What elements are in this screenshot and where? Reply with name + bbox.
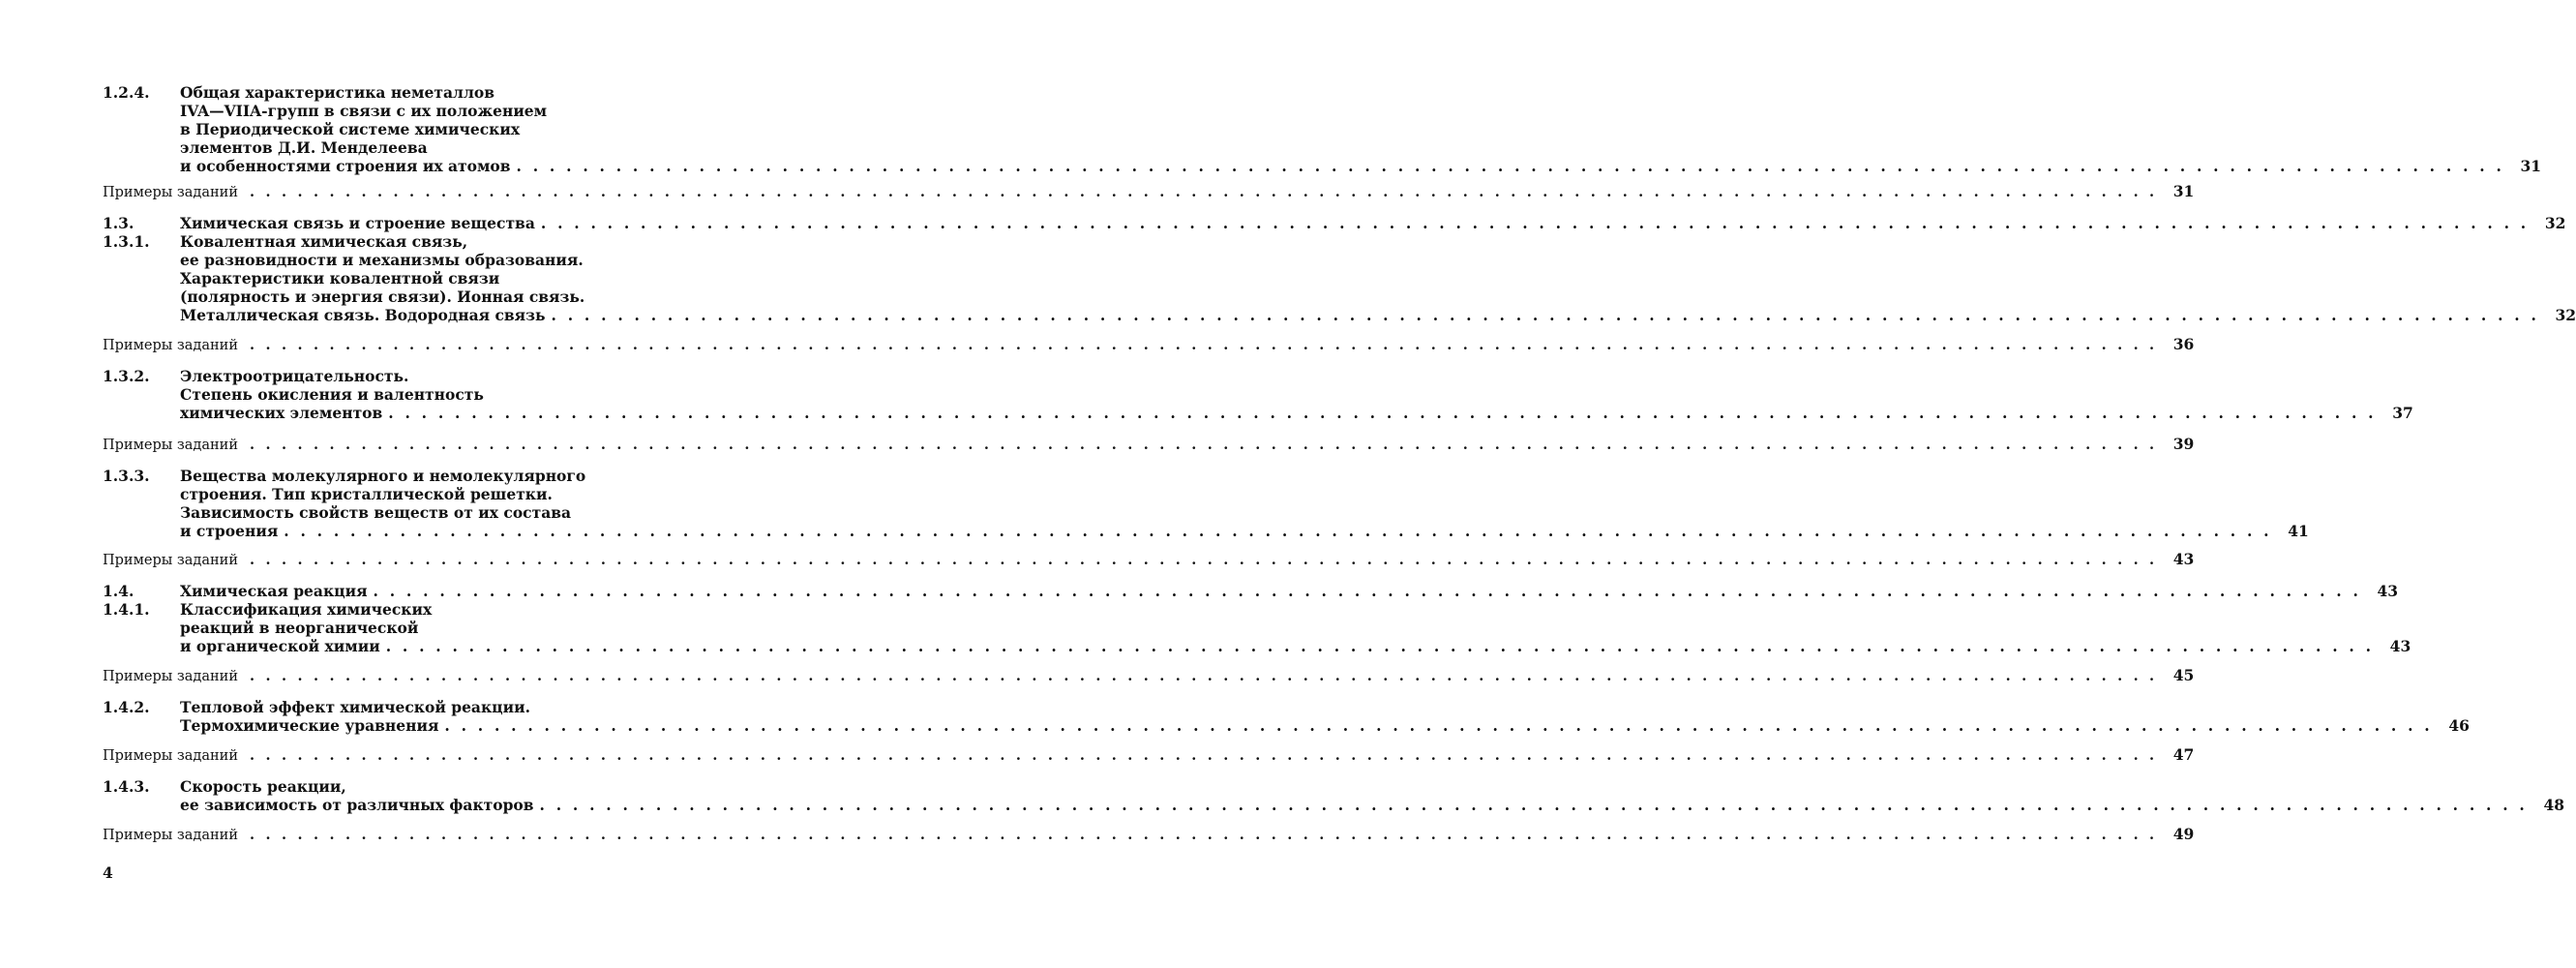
dot-leader: . . . . . . . . . . . . . . . . . . . . . . . . . . . . . . . . . . . . . . . . . . . . . . . . . . . . . . . . . . . . . . . . . . . . . . . . . . . . . . . . . . . . . . . . . . . . . . . . . . . . . . . . . . . . . . . . . . . . . . . . [373,582,2362,600]
dot-leader: . . . . . . . . . . . . . . . . . . . . . . . . . . . . . . . . . . . . . . . . . . . . . . . . . . . . . . . . . . . . . . . . . . . . . . . . . . . . . . . . . . . . . . . . . . . . . . . . . . . . . . . . . . . . . . . . . . . . . . . . [250,437,2158,453]
dot-leader: . . . . . . . . . . . . . . . . . . . . . . . . . . . . . . . . . . . . . . . . . . . . . . . . . . . . . . . . . . . . . . . . . . . . . . . . . . . . . . . . . . . . . . . . . . . . . . . . . . . . . . . . . . . . . . . . . . . . . . . . [540,214,2530,232]
section-number: 1.3.1. [103,232,150,251]
title-text: Вещества молекулярного и немолекулярного [180,467,586,485]
title-text: Химическая реакция [180,582,368,600]
section-number: 1.3.3. [103,467,150,485]
title-text: Классификация химических [180,600,433,619]
title-text: химических элементов [180,404,383,422]
page-ref: 39 [2172,435,2195,453]
examples-entry[interactable] [103,825,2195,843]
title-line [180,251,697,269]
toc-entry[interactable] [103,600,2411,655]
dot-leader: . . . . . . . . . . . . . . . . . . . . . . . . . . . . . . . . . . . . . . . . . . . . . . . . . . . . . . . . . . . . . . . . . . . . . . . . . . . . . . . . . . . . . . . . . . . . . . . . . . . . . . . . . . . . . . . . . . . . . . . . [516,157,2505,175]
page-ref: 41 [2288,522,2309,540]
title-text: ее зависимость от различных факторов [180,796,534,814]
title-line [180,698,697,716]
title-line [180,582,2399,600]
section-title [180,698,2470,735]
examples-entry[interactable] [103,335,2195,353]
page-ref: 43 [2377,582,2399,600]
page-ref: 43 [2389,637,2411,655]
title-text: Ковалентная химическая связь, [180,232,468,251]
title-line [180,385,697,404]
title-text: Металлическая связь. Водородная связь [180,306,546,324]
title-line [180,503,697,522]
examples-label: Примеры заданий [103,553,239,568]
section-title [180,232,2576,324]
title-text: и органической химии [180,637,380,655]
title-line [180,269,697,287]
page-ref: 46 [2448,716,2470,735]
title-line [180,485,697,503]
toc-entry[interactable] [103,467,2309,540]
title-line [180,138,697,157]
title-line [180,467,697,485]
dot-leader: . . . . . . . . . . . . . . . . . . . . . . . . . . . . . . . . . . . . . . . . . . . . . . . . . . . . . . . . . . . . . . . . . . . . . . . . . . . . . . . . . . . . . . . . . . . . . . . . . . . . . . . . . . . . . . . . . . . . . . . . [250,552,2158,568]
section-number: 1.2.4. [103,83,150,102]
section-number: 1.4.1. [103,600,150,619]
title-text: и строения [180,522,279,540]
toc-entry[interactable] [103,777,2565,814]
title-text: Скорость реакции, [180,777,346,796]
examples-entry[interactable] [103,550,2195,568]
examples-entry[interactable] [103,745,2195,764]
page-ref: 43 [2172,550,2195,568]
section-title [180,582,2399,600]
title-text: Электроотрицательность. [180,367,409,385]
title-text: Степень окисления и валентность [180,385,484,404]
dot-leader: . . . . . . . . . . . . . . . . . . . . . . . . . . . . . . . . . . . . . . . . . . . . . . . . . . . . . . . . . . . . . . . . . . . . . . . . . . . . . . . . . . . . . . . . . . . . . . . . . . . . . . . . . . . . . . . . . . . . . . . . [539,796,2529,814]
title-text: Общая характеристика неметаллов [180,83,494,102]
page-ref: 49 [2172,825,2195,843]
toc-entry[interactable] [103,232,2576,324]
title-text: Химическая связь и строение вещества [180,214,535,232]
examples-label: Примеры заданий [103,748,239,764]
title-line [180,83,697,102]
title-text: IVA—VIIA-групп в связи с их положением [180,102,548,120]
dot-leader: . . . . . . . . . . . . . . . . . . . . . . . . . . . . . . . . . . . . . . . . . . . . . . . . . . . . . . . . . . . . . . . . . . . . . . . . . . . . . . . . . . . . . . . . . . . . . . . . . . . . . . . . . . . . . . . . . . . . . . . . [250,184,2158,200]
title-line [180,796,2565,814]
examples-entry[interactable] [103,666,2195,684]
section-number: 1.3. [103,214,135,232]
examples-label: Примеры заданий [103,338,239,353]
toc-entry[interactable] [103,698,2470,735]
examples-entry[interactable] [103,182,2195,200]
title-text: Термохимические уравнения [180,716,439,735]
dot-leader: . . . . . . . . . . . . . . . . . . . . . . . . . . . . . . . . . . . . . . . . . . . . . . . . . . . . . . . . . . . . . . . . . . . . . . . . . . . . . . . . . . . . . . . . . . . . . . . . . . . . . . . . . . . . . . . . . . . . . . . . [250,337,2158,353]
toc-entry[interactable] [103,582,2399,600]
title-line [180,232,697,251]
examples-label: Примеры заданий [103,438,239,453]
dot-leader: . . . . . . . . . . . . . . . . . . . . . . . . . . . . . . . . . . . . . . . . . . . . . . . . . . . . . . . . . . . . . . . . . . . . . . . . . . . . . . . . . . . . . . . . . . . . . . . . . . . . . . . . . . . . . . . . . . . . . . . . [385,637,2375,655]
page-ref: 47 [2172,745,2195,764]
title-line [180,777,697,796]
page-ref: 32 [2555,306,2576,324]
title-text: и особенностями строения их атомов [180,157,511,175]
toc-entry[interactable] [103,83,2542,175]
dot-leader: . . . . . . . . . . . . . . . . . . . . . . . . . . . . . . . . . . . . . . . . . . . . . . . . . . . . . . . . . . . . . . . . . . . . . . . . . . . . . . . . . . . . . . . . . . . . . . . . . . . . . . . . . . . . . . . . . . . . . . . . [250,747,2158,764]
section-number: 1.4.2. [103,698,150,716]
title-line [180,120,697,138]
section-title [180,83,2542,175]
page-ref: 31 [2520,157,2542,175]
dot-leader: . . . . . . . . . . . . . . . . . . . . . . . . . . . . . . . . . . . . . . . . . . . . . . . . . . . . . . . . . . . . . . . . . . . . . . . . . . . . . . . . . . . . . . . . . . . . . . . . . . . . . . . . . . . . . . . . . . . . . . . . [444,716,2433,735]
title-line [180,522,2309,540]
dot-leader: . . . . . . . . . . . . . . . . . . . . . . . . . . . . . . . . . . . . . . . . . . . . . . . . . . . . . . . . . . . . . . . . . . . . . . . . . . . . . . . . . . . . . . . . . . . . . . . . . . . . . . . . . . . . . . . . . . . . . . . . [551,306,2540,324]
title-text: Тепловой эффект химической реакции. [180,698,531,716]
examples-label: Примеры заданий [103,185,239,200]
section-number: 1.3.2. [103,367,150,385]
dot-leader: . . . . . . . . . . . . . . . . . . . . . . . . . . . . . . . . . . . . . . . . . . . . . . . . . . . . . . . . . . . . . . . . . . . . . . . . . . . . . . . . . . . . . . . . . . . . . . . . . . . . . . . . . . . . . . . . . . . . . . . . [284,522,2272,540]
examples-label: Примеры заданий [103,828,239,843]
title-line [180,367,697,385]
title-line [180,287,697,306]
title-text: ее разновидности и механизмы образования. [180,251,584,269]
section-number: 1.4.3. [103,777,150,796]
section-title [180,214,2566,232]
title-line [180,214,2566,232]
title-line [180,619,697,637]
section-number: 1.4. [103,582,135,600]
section-title [180,600,2411,655]
section-title [180,467,2309,540]
page-ref: 48 [2543,796,2565,814]
page-ref: 37 [2392,404,2413,422]
page-number: 4 [103,863,113,882]
title-text: Зависимость свойств веществ от их состава [180,503,572,522]
title-line [180,716,2470,735]
page-ref: 45 [2172,666,2195,684]
dot-leader: . . . . . . . . . . . . . . . . . . . . . . . . . . . . . . . . . . . . . . . . . . . . . . . . . . . . . . . . . . . . . . . . . . . . . . . . . . . . . . . . . . . . . . . . . . . . . . . . . . . . . . . . . . . . . . . . . . . . . . . . [388,404,2377,422]
section-title [180,367,2413,422]
page-ref: 36 [2172,335,2195,353]
dot-leader: . . . . . . . . . . . . . . . . . . . . . . . . . . . . . . . . . . . . . . . . . . . . . . . . . . . . . . . . . . . . . . . . . . . . . . . . . . . . . . . . . . . . . . . . . . . . . . . . . . . . . . . . . . . . . . . . . . . . . . . . [250,827,2158,843]
dot-leader: . . . . . . . . . . . . . . . . . . . . . . . . . . . . . . . . . . . . . . . . . . . . . . . . . . . . . . . . . . . . . . . . . . . . . . . . . . . . . . . . . . . . . . . . . . . . . . . . . . . . . . . . . . . . . . . . . . . . . . . . [250,668,2158,684]
toc-entry[interactable] [103,214,2566,232]
title-line [180,600,697,619]
title-text: в Периодической системе химических [180,120,521,138]
page-ref: 31 [2172,182,2195,200]
section-title [180,777,2565,814]
title-text: (полярность и энергия связи). Ионная связь. [180,287,585,306]
title-text: элементов Д.И. Менделеева [180,138,428,157]
title-line [180,157,2542,175]
examples-label: Примеры заданий [103,669,239,684]
examples-entry[interactable] [103,435,2195,453]
title-line [180,306,2576,324]
title-line [180,637,2411,655]
title-text: реакций в неорганической [180,619,419,637]
title-line [180,102,697,120]
title-text: Характеристики ковалентной связи [180,269,500,287]
toc-entry[interactable] [103,367,2413,422]
title-text: строения. Тип кристаллической решетки. [180,485,553,503]
title-line [180,404,2413,422]
page-ref: 32 [2544,214,2566,232]
